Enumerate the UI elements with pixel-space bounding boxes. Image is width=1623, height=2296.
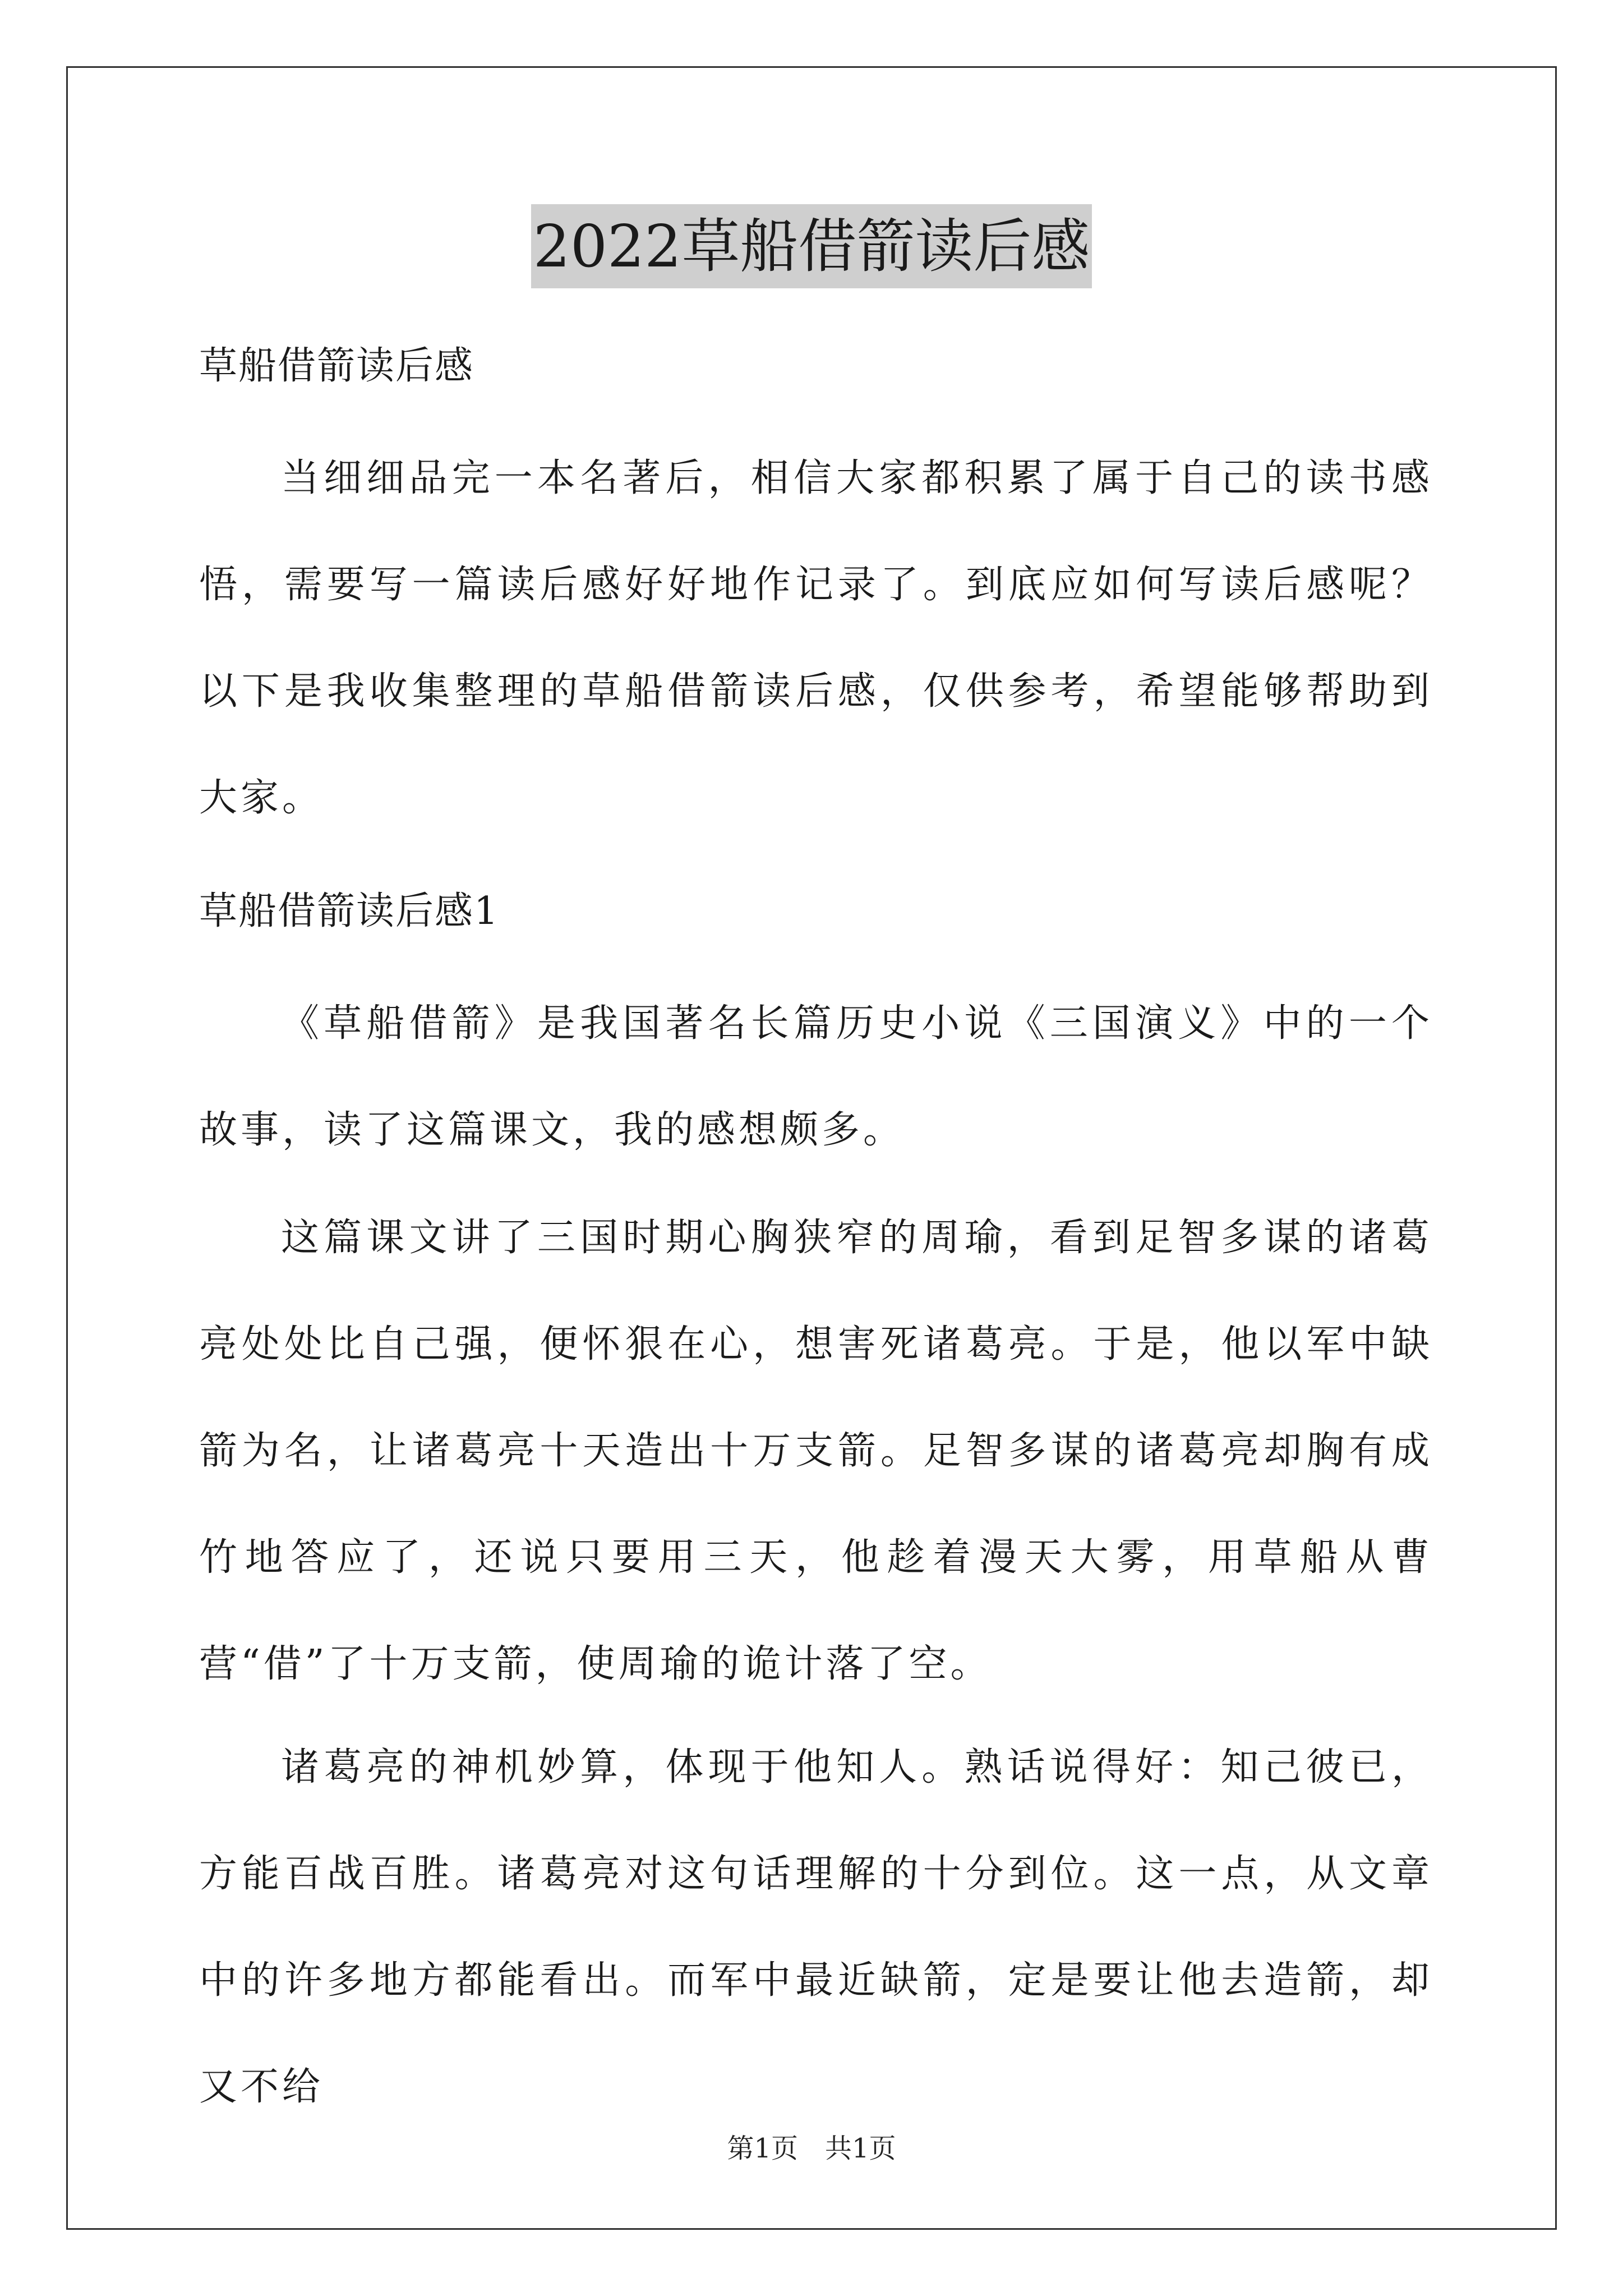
section1-paragraph-1: 《草船借箭》是我国著名长篇历史小说《三国演义》中的一个故事，读了这篇课文，我的感想颇多。 (199, 1001, 1433, 1152)
page-footer: 第1页 共1页 (727, 2133, 896, 2164)
section1-paragraph-3: 诸葛亮的神机妙算，体现于他知人。熟话说得好：知己彼已，方能百战百胜。诸葛亮对这句话理解的十分到位。这一点，从文章中的许多地方都能看出。而军中最近缺箭，定是要让他去造箭，却又不给 (199, 1745, 1433, 2109)
document-title-text: 2022草船借箭读后感 (531, 204, 1092, 288)
intro-paragraph: 当细细品完一本名著后，相信大家都积累了属于自己的读书感悟，需要写一篇读后感好好地作记录了。到底应如何写读后感呢？以下是我收集整理的草船借箭读后感，仅供参考，希望能够帮助到大家。 (199, 456, 1433, 820)
section1-paragraph-2: 这篇课文讲了三国时期心胸狭窄的周瑜，看到足智多谋的诸葛亮处处比自己强，便怀狠在心，想害死诸葛亮。于是，他以军中缺箭为名，让诸葛亮十天造出十万支箭。足智多谋的诸葛亮却胸有成竹地答应了，还说只要用三天，他趁着漫天大雾，用草船从曹营“借”了十万支箭，使周瑜的诡计落了空。 (199, 1216, 1433, 1686)
document-title (0, 204, 1623, 288)
document-subtitle: 草船借箭读后感 (199, 344, 474, 388)
section-heading-1: 草船借箭读后感1 (199, 889, 500, 933)
